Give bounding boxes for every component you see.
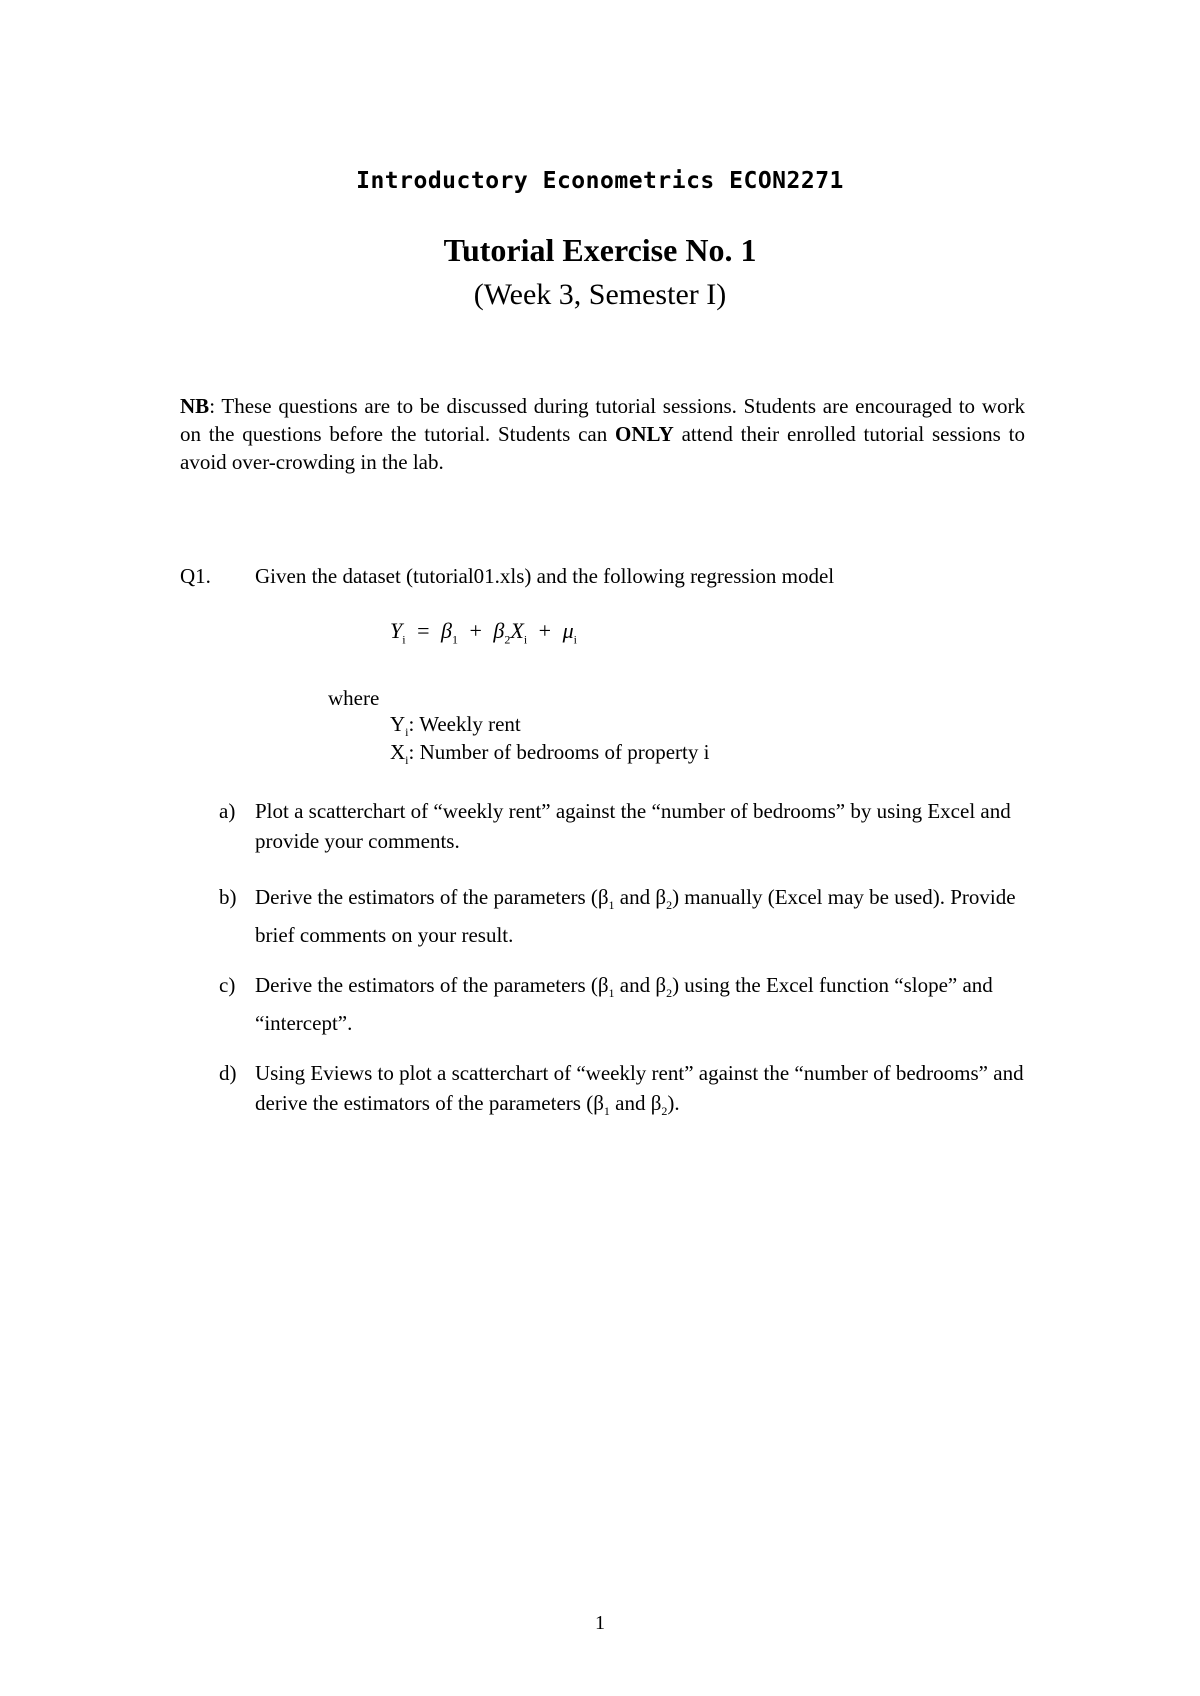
item-b-sub-1: 1 — [608, 898, 615, 913]
eq-lhs: Y — [390, 618, 403, 643]
question-text: Given the dataset (tutorial01.xls) and the following regression model — [255, 564, 835, 588]
eq-beta1-sub: 1 — [451, 632, 458, 647]
item-a-text: Plot a scatterchart of “weekly rent” against the “number of bedrooms” by using Excel and provide your comments. — [255, 799, 1011, 853]
item-c-label: c) — [219, 973, 236, 997]
page-number: 1 — [595, 1612, 605, 1634]
note-paragraph — [180, 392, 1025, 476]
item-b-sub-2: 2 — [666, 898, 673, 913]
eq-plus-2: + — [538, 618, 552, 643]
question-number: Q1. — [180, 564, 211, 588]
note-text-2: attend their enrolled tutorial sessions to avoid over-crowding in the lab. — [180, 422, 1025, 474]
item-c-sub-1: 1 — [608, 986, 615, 1001]
definition-y — [390, 712, 521, 740]
tutorial-subtitle: (Week 3, Semester I) — [473, 278, 727, 311]
item-d-text-2: ). — [667, 1091, 680, 1115]
item-c-mid: and β — [614, 973, 667, 997]
eq-beta1: β — [441, 618, 452, 643]
def-y-text: : Weekly rent — [408, 712, 521, 736]
tutorial-title: Tutorial Exercise No. 1 — [443, 232, 757, 268]
def-x-symbol: X — [390, 740, 406, 764]
note-text-1: : These questions are to be discussed during tutorial sessions. Students are encouraged to work on the questions before the tutorial. Students can — [180, 394, 1025, 446]
item-c-text-1: Derive the estimators of the parameters (β — [255, 973, 609, 997]
item-d-label: d) — [219, 1061, 237, 1085]
eq-beta2: β — [493, 618, 505, 643]
where-label: where — [328, 686, 380, 710]
eq-beta2-sub: 2 — [504, 632, 511, 647]
eq-mu: μ — [562, 618, 574, 643]
item-d-text — [255, 1058, 1025, 1126]
def-x-sub: i — [405, 753, 409, 768]
item-a-label: a) — [219, 799, 236, 823]
item-b-mid: and β — [614, 885, 667, 909]
item-c-text — [255, 970, 1025, 1038]
course-title: Introductory Econometrics ECON2271 — [356, 168, 844, 194]
def-x-text: : Number of bedrooms of property i — [408, 740, 710, 764]
item-b-text-2: ) manually (Excel may be used). Provide brief comments on your result. — [255, 885, 1016, 948]
eq-x-sub: i — [523, 632, 528, 647]
item-b-label: b) — [219, 885, 237, 909]
def-y-sub: i — [405, 725, 409, 740]
item-d-sub-2: 2 — [661, 1104, 668, 1119]
eq-equals: = — [417, 618, 430, 643]
item-b-text — [255, 882, 1025, 950]
def-y-symbol: Y — [390, 712, 406, 736]
eq-lhs-sub: i — [402, 632, 406, 647]
eq-plus-1: + — [469, 618, 482, 643]
item-c-text-2: ) using the Excel function “slope” and “intercept”. — [255, 973, 993, 1036]
item-d-mid: and β — [609, 1091, 662, 1115]
eq-mu-sub: i — [573, 632, 577, 647]
regression-equation — [390, 618, 577, 647]
item-d-sub-1: 1 — [603, 1104, 610, 1119]
note-label: NB — [180, 394, 210, 418]
item-b-text-1: Derive the estimators of the parameters (β — [255, 885, 609, 909]
note-emphasis: ONLY — [615, 422, 674, 446]
eq-x: X — [510, 618, 524, 643]
item-d-text-1: Using Eviews to plot a scatterchart of “weekly rent” against the “number of bedrooms” and derive the estimators of the parameters (β — [255, 1061, 1024, 1115]
definition-x — [390, 740, 709, 768]
item-c-sub-2: 2 — [666, 986, 673, 1001]
